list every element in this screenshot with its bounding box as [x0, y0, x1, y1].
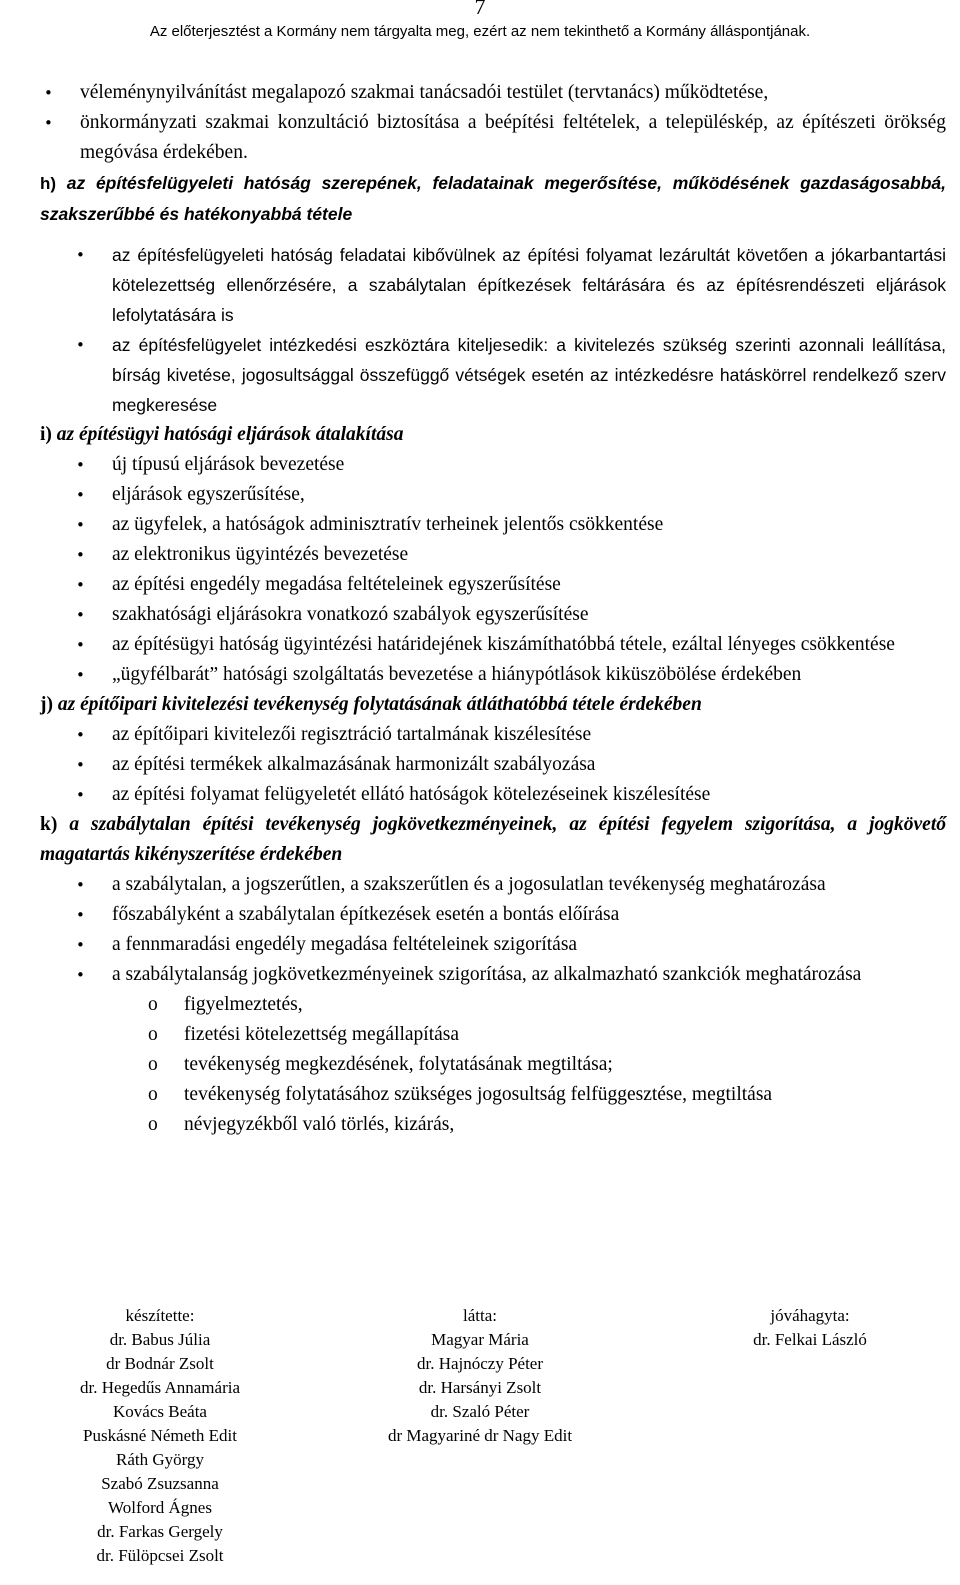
- section-k-label: k): [40, 814, 58, 835]
- document-body: [40, 78, 946, 1140]
- approved-by-label: jóváhagyta:: [770, 1306, 850, 1325]
- list-item: • az építésfelügyeleti hatóság feladatai kibővülnek az építési folyamat lezárultát követően a jókarbantartási kötelezettség ellenőrzésére, a szabálytalan építkezések feltárására és az építésrendészeti eljárások lefolytatására is: [40, 240, 946, 330]
- signatory-name: dr. Babus Júlia: [109, 1330, 211, 1349]
- prepared-by-label: készítette:: [125, 1306, 195, 1325]
- list-item: • főszabályként a szabálytalan építkezések esetén a bontás előírása: [40, 900, 946, 930]
- list-item: • az építési termékek alkalmazásának harmonizált szabályozása: [40, 750, 946, 780]
- list-item: • a fennmaradási engedély megadása feltételeinek szigorítása: [40, 930, 946, 960]
- seen-by-label: látta:: [463, 1306, 497, 1325]
- list-item: • az építésügyi hatóság ügyintézési határidejének kiszámíthatóbbá tétele, ezáltal lényeges csökkentése: [40, 630, 946, 660]
- list-item: • az építési folyamat felügyeletét ellátó hatóságok kötelezéseinek kiszélesítése: [40, 780, 946, 810]
- prepared-by-column: [50, 1304, 270, 1568]
- list-item: o tevékenység folytatásához szükséges jogosultság felfüggesztése, megtiltása: [40, 1080, 946, 1110]
- list-item: • a szabálytalan, a jogszerűtlen, a szakszerűtlen és a jogosulatlan tevékenység meghatározása: [40, 870, 946, 900]
- signatory-name: dr. Felkai László: [753, 1330, 867, 1349]
- section-h-heading: [40, 168, 946, 230]
- section-i-bullets: [40, 450, 946, 690]
- list-item: • szakhatósági eljárásokra vonatkozó szabályok egyszerűsítése: [40, 600, 946, 630]
- list-item: • a szabálytalanság jogkövetkezményeinek szigorítása, az alkalmazható szankciók meghatározása: [40, 960, 946, 990]
- signatory-name: dr. Hajnóczy Péter: [416, 1354, 544, 1373]
- signatory-name: Puskásné Németh Edit: [83, 1426, 237, 1445]
- signatory-name: Kovács Beáta: [113, 1402, 207, 1421]
- section-k-bullets: [40, 870, 946, 990]
- section-h-bullets: [40, 240, 946, 420]
- signatory-name: dr. Harsányi Zsolt: [418, 1378, 542, 1397]
- signatory-name: dr. Farkas Gergely: [97, 1522, 223, 1541]
- list-item: • az építőipari kivitelezői regisztráció tartalmának kiszélesítése: [40, 720, 946, 750]
- list-item: • véleménynyilvánítást megalapozó szakmai tanácsadói testület (tervtanács) működtetése,: [40, 78, 946, 108]
- top-bullet-list: [40, 78, 946, 168]
- list-item: • az ügyfelek, a hatóságok adminisztratív terheinek jelentős csökkentése: [40, 510, 946, 540]
- section-i-title: az építésügyi hatósági eljárások átalakítása: [56, 424, 404, 445]
- list-item: • az építési engedély megadása feltételeinek egyszerűsítése: [40, 570, 946, 600]
- signatory-name: dr Magyariné dr Nagy Edit: [387, 1426, 573, 1445]
- section-j-title: az építőipari kivitelezési tevékenység folytatásának átláthatóbbá tétele érdekében: [57, 694, 702, 715]
- signatory-name: dr Bodnár Zsolt: [106, 1354, 214, 1373]
- section-h-label: h): [40, 174, 57, 193]
- list-item: • új típusú eljárások bevezetése: [40, 450, 946, 480]
- list-item: • az építésfelügyelet intézkedési eszköztára kiteljesedik: a kivitelezés szükség szerinti azonnali leállítása, bírság kivetése, jogosultsággal összefüggő vétségek esetén az intézkedésre hatáskörrel rendelkező szerv megkeresése: [40, 330, 946, 420]
- page-number: 7: [474, 0, 486, 19]
- section-j-bullets: [40, 720, 946, 810]
- section-k-heading: [40, 810, 946, 870]
- list-item: • „ügyfélbarát” hatósági szolgáltatás bevezetése a hiánypótlások kiküszöbölése érdekében: [40, 660, 946, 690]
- list-item: o figyelmeztetés,: [40, 990, 946, 1020]
- approved-by-column: [710, 1304, 910, 1352]
- signatory-name: dr. Fülöpcsei Zsolt: [96, 1546, 224, 1565]
- section-j-heading: [40, 690, 946, 720]
- signatory-name: Ráth György: [116, 1450, 204, 1469]
- section-k-sub-bullets: [40, 990, 946, 1140]
- signatory-name: dr. Hegedűs Annamária: [79, 1378, 241, 1397]
- seen-by-column: [360, 1304, 600, 1448]
- signatory-name: dr. Szaló Péter: [430, 1402, 530, 1421]
- section-h-title: az építésfelügyeleti hatóság szerepének, feladatainak megerősítése, működésének gazdaságosabbá, szakszerűbbé és hatékonyabbá tétele: [40, 173, 947, 224]
- list-item: • önkormányzati szakmai konzultáció biztosítása a beépítési feltételek, a településkép, az építészeti örökség megóvása érdekében.: [40, 108, 946, 168]
- list-item: o névjegyzékből való törlés, kizárás,: [40, 1110, 946, 1140]
- signatory-name: Magyar Mária: [431, 1330, 529, 1349]
- section-j-label: j): [40, 694, 53, 715]
- signatory-name: Wolford Ágnes: [108, 1498, 212, 1517]
- section-i-heading: [40, 420, 946, 450]
- list-item: o tevékenység megkezdésének, folytatásának megtiltása;: [40, 1050, 946, 1080]
- section-i-label: i): [40, 424, 52, 445]
- list-item: • eljárások egyszerűsítése,: [40, 480, 946, 510]
- page-header-note: Az előterjesztést a Kormány nem tárgyalta meg, ezért az nem tekinthető a Kormány álláspontjának.: [149, 23, 811, 40]
- section-k-title: a szabálytalan építési tevékenység jogkövetkezményeinek, az építési fegyelem szigorítása, a jogkövető magatartás kikényszerítése érdekében: [40, 814, 947, 865]
- signatory-name: Szabó Zsuzsanna: [101, 1474, 219, 1493]
- list-item: • az elektronikus ügyintézés bevezetése: [40, 540, 946, 570]
- list-item: o fizetési kötelezettség megállapítása: [40, 1020, 946, 1050]
